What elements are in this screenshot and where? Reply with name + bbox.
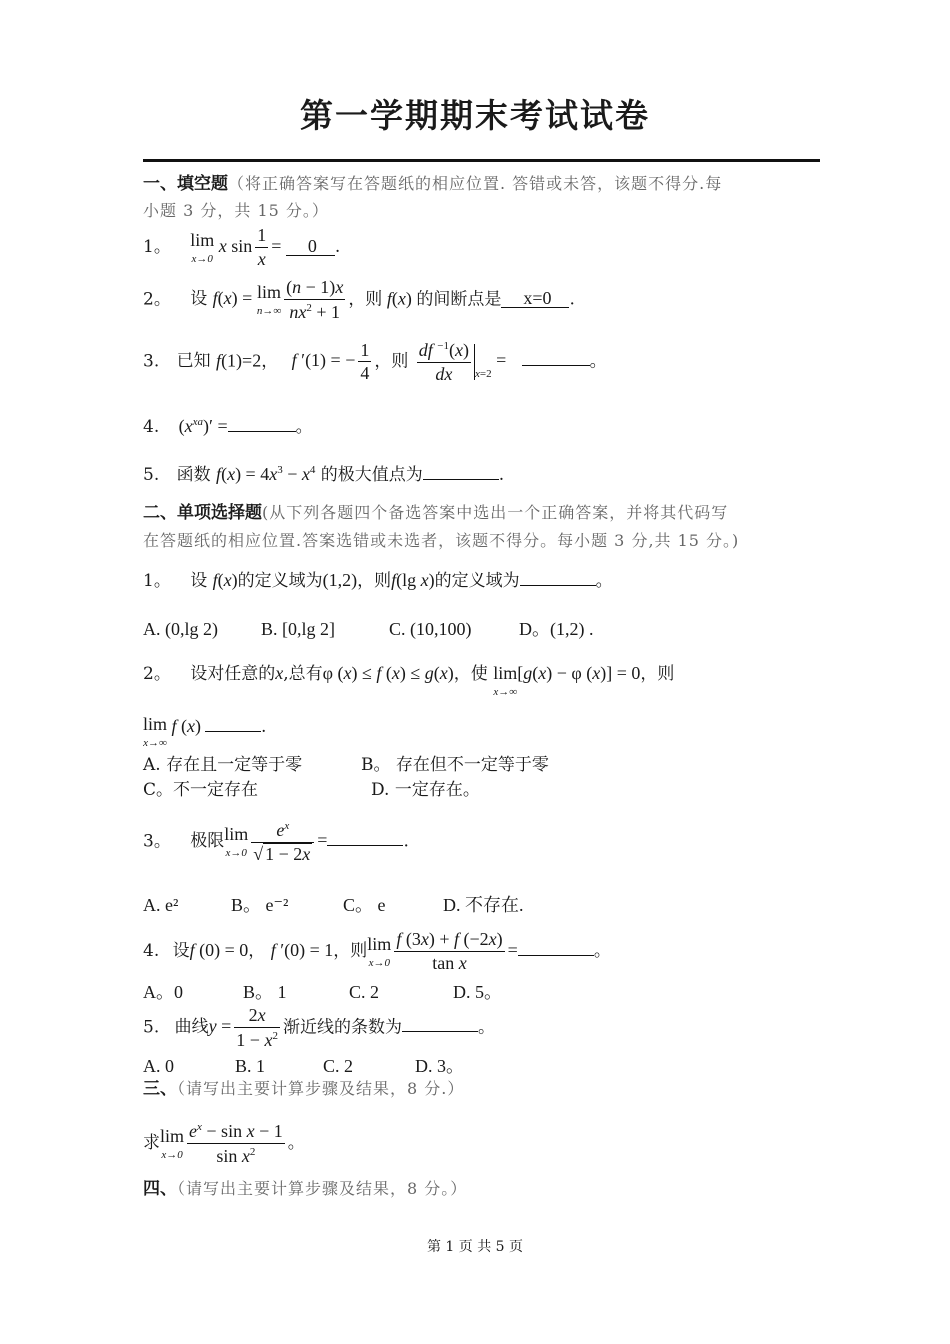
option-b: B. [0,lg 2] (261, 619, 335, 639)
section1-note: （将正确答案写在答题纸的相应位置. 答错或未答，该题不得分.每 (228, 174, 723, 193)
section3-heading: 三、 (143, 1079, 177, 1099)
option-a: A. (0,lg 2) (143, 619, 218, 639)
section3-note: （请写出主要计算步骤及结果，8 分.） (177, 1079, 465, 1098)
option-a: A. 0 (143, 1056, 174, 1076)
option-c: C. (10,100) (389, 619, 472, 639)
s2-question-3: 3。 极限 lim x→0 $\frac{e^x}{√ 1 - 2x}$ = . (143, 820, 409, 864)
s1-question-1: 1。 lim x→0 x sin $\frac{1}{x}$ = 0 . (143, 225, 341, 269)
option-b: B。 1 (243, 982, 287, 1002)
s1-question-4: 4. $(x^{xa})'$ = 。 (143, 416, 313, 437)
option-d: D. 5。 (453, 982, 502, 1002)
s2-q1-options (143, 620, 594, 638)
fraction: $\frac{e^x}{√ 1 - 2x}$ (251, 820, 314, 865)
option-b: B. 1 (235, 1056, 266, 1076)
section3-heading-line (143, 1081, 464, 1098)
section1-heading: 一、填空题 (143, 174, 228, 194)
section1-note-cont: 小题 3 分，共 15 分。） (143, 201, 329, 220)
option-d: D. 3。 (415, 1056, 464, 1076)
section2-heading-line (143, 505, 728, 522)
s2-question-2: 2。 设对任意的x,总有φ (x) ≤ f (x) ≤ g(x)，使 lim x→∞ [g(x) − φ (x)] = 0，则 (143, 663, 675, 698)
fraction: $\frac{(n - 1)x}{nx^2 + 1}$ (286, 277, 344, 322)
fraction: $\frac{1}{4}$ (360, 339, 370, 384)
option-c: C. 2 (323, 1056, 354, 1076)
s2-q2-options-row2 (143, 782, 480, 799)
section4-heading-line (143, 1181, 467, 1198)
option-b: B。 存在但不一定等于零 (361, 755, 549, 775)
option-d: D。(1,2) . (519, 619, 594, 639)
fraction: $\frac{e^x - \sin x - 1}{\sin x^2}$ (189, 1121, 283, 1166)
s1-question-3: 3. 已知 f(1)=2， f ′(1) = − $\frac{1}{4}$ ，则 $\frac{df ^{-1}(x)}{dx}$ x=2 = 。 (143, 339, 607, 384)
s2-question-5: 5. 曲线y = $\frac{2x}{1 - x^2}$ 渐近线的条数为 。 (143, 1005, 495, 1050)
option-c: C。 e (343, 895, 386, 915)
limit-expr: lim x→0 (367, 933, 392, 969)
section2-note: (从下列各题四个备选答案中选出一个正确答案，并将其代码写 (262, 503, 729, 522)
answer-blank (205, 715, 261, 732)
option-d: D. 一定存在。 (371, 780, 480, 800)
s2-question-4: 4. 设f (0) = 0， f ′(0) = 1，则 lim x→0 $\frac{f (3x) + f (-2x)}{\text{tan x}}$ = 。 (143, 929, 611, 973)
section2-heading: 二、单项选择题 (143, 503, 262, 523)
option-a: A. e² (143, 895, 179, 915)
answer-blank: 0 (286, 237, 335, 256)
answer-blank (520, 569, 596, 586)
page-title: 第一学期期末考试试卷 (300, 96, 650, 135)
limit-expr: lim n→∞ (256, 282, 282, 318)
answer-blank (228, 415, 296, 432)
answer-blank (327, 829, 403, 846)
s2-question-1: 1。 设 f(x)的定义域为(1,2)，则f(lg x)的定义域为 。 (143, 570, 613, 591)
s3-question: 求 lim x→0 $\frac{e^x - \sin x - 1}{\sin x^2}$ 。 (143, 1121, 305, 1166)
s2-q5-options (143, 1057, 464, 1075)
limit-expr: lim x→0 (160, 1125, 185, 1161)
answer-blank (402, 1015, 478, 1032)
option-d: D. 不存在. (443, 895, 524, 915)
s1-question-2: 2。 设 f(x) = lim n→∞ $\frac{(n - 1)x}{nx^2 + 1}$ ，则 f(x) 的间断点是 x=0 . (143, 277, 575, 322)
option-c: C。不一定存在 (143, 780, 259, 800)
s2-q2-options-row1 (143, 757, 549, 774)
section2-note-cont: 在答题纸的相应位置.答案选错或未选者，该题不得分。每小题 3 分,共 15 分。) (143, 531, 740, 550)
fraction: $\frac{df ^{-1}(x)}{dx}$ (418, 340, 469, 384)
section4-heading: 四、 (143, 1179, 177, 1199)
s2-question-2-cont: lim x→∞ f (x) . (143, 714, 267, 749)
fraction: $\frac{f (3x) + f (-2x)}{\text{tan x}}$ (396, 929, 503, 973)
limit-expr: lim x→0 (190, 229, 215, 265)
limit-expr: lim x→∞ (143, 714, 168, 749)
s2-q3-options (143, 896, 524, 914)
option-b: B。 e⁻² (231, 895, 289, 915)
page-footer: 第 1 页 共 5 页 (426, 1239, 524, 1255)
section1-heading-line (143, 176, 722, 193)
option-a: A。0 (143, 982, 183, 1002)
answer-blank (518, 939, 594, 956)
title-divider (143, 159, 820, 162)
option-c: C. 2 (349, 982, 380, 1002)
s2-q4-options (143, 983, 502, 1001)
section4-note: （请写出主要计算步骤及结果，8 分。） (177, 1179, 468, 1198)
fraction: $\frac{2x}{1 - x^2}$ (236, 1005, 278, 1050)
answer-blank (423, 463, 499, 480)
limit-expr: lim x→∞ (493, 663, 518, 698)
limit-expr: lim x→0 (224, 824, 249, 860)
option-a: A. 存在且一定等于零 (143, 755, 303, 775)
answer-blank: x=0 (501, 289, 569, 308)
s1-question-5: 5. 函数 $f(x) = 4x^3 - x^4$ 的极大值点为 . (143, 464, 505, 485)
fraction: $\frac{1}{x}$ (257, 225, 267, 269)
answer-blank (522, 349, 590, 366)
